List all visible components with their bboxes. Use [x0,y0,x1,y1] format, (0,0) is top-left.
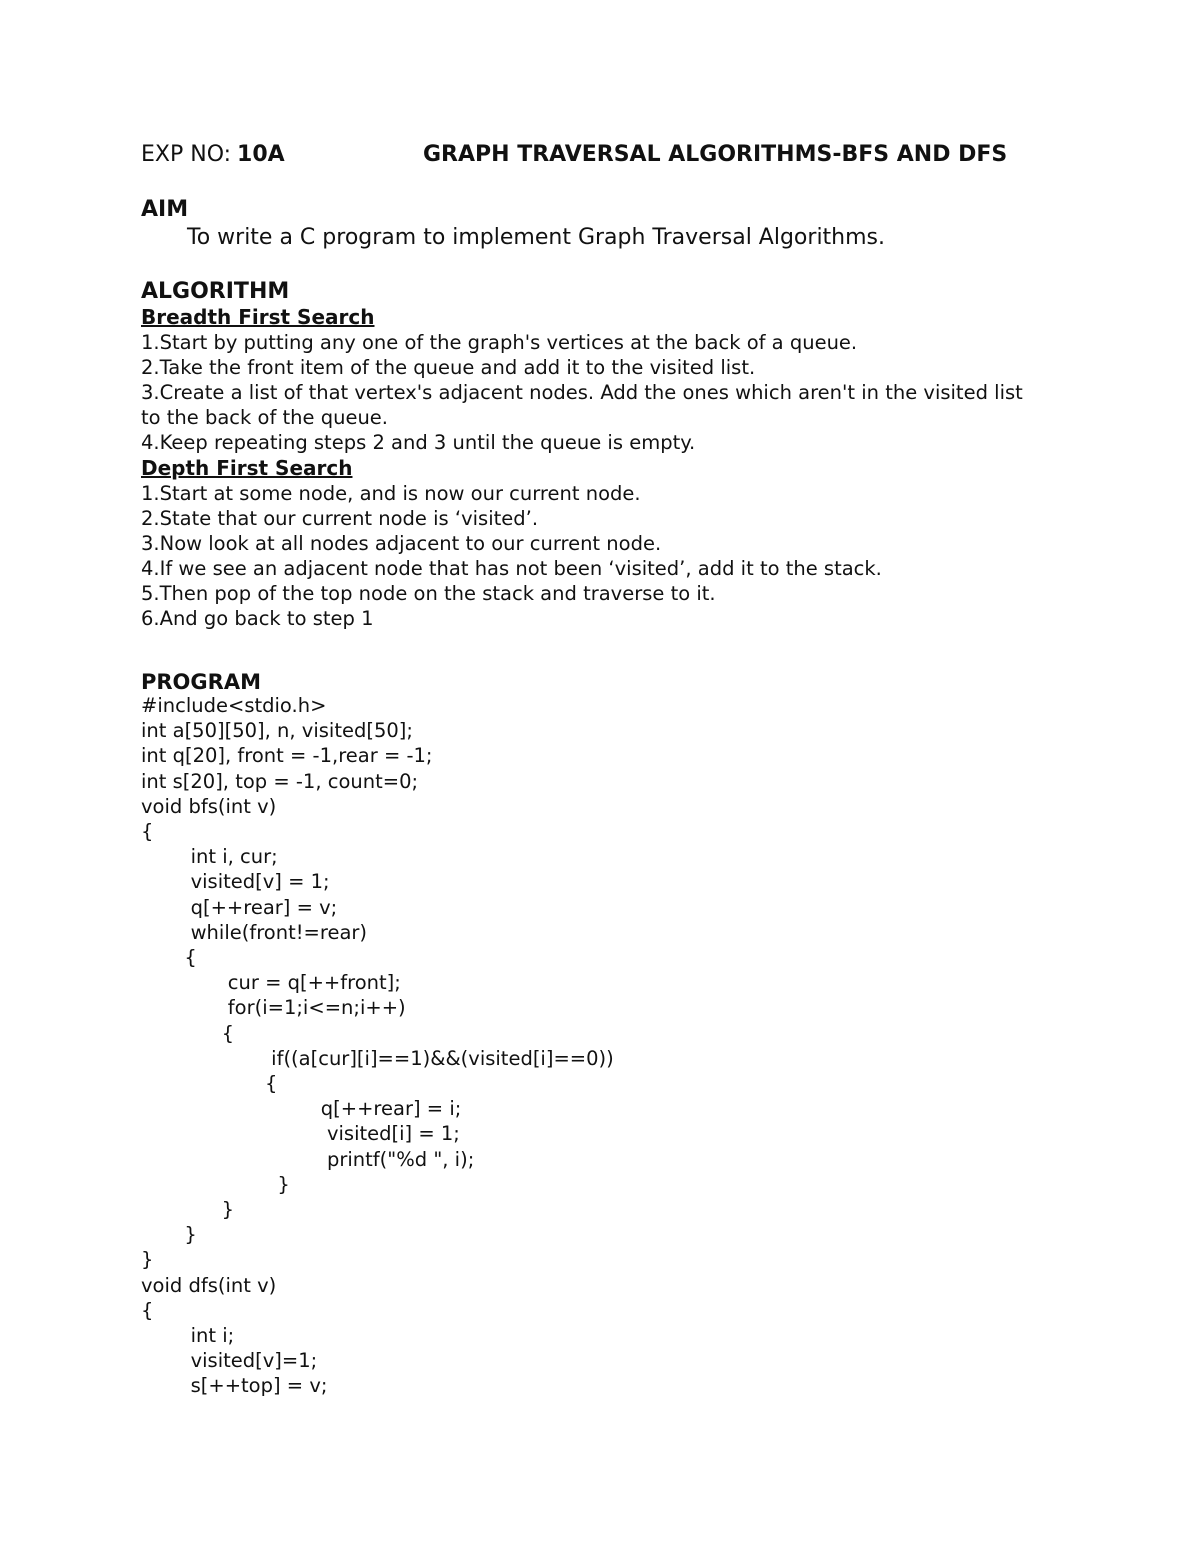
exp-number-label: EXP NO: [141,142,232,167]
dfs-step: 4.If we see an adjacent node that has not been ‘visited’, add it to the stack. [141,557,882,580]
exp-number-value: 10A [237,142,285,167]
code-line: visited[v]=1; [141,1349,318,1373]
code-line: int i; [141,1324,235,1348]
code-line: { [141,1021,234,1045]
dfs-step: 6.And go back to step 1 [141,607,374,630]
code-line: q[++rear] = i; [141,1097,462,1121]
code-line: { [141,1298,154,1322]
dfs-step: 3.Now look at all nodes adjacent to our current node. [141,532,662,555]
code-line: s[++top] = v; [141,1374,328,1398]
dfs-step: 5.Then pop of the top node on the stack and traverse to it. [141,582,716,605]
code-line: { [141,1072,278,1096]
bfs-steps-list [141,330,1041,455]
document-title: GRAPH TRAVERSAL ALGORITHMS-BFS AND DFS [423,142,1008,167]
dfs-step: 2.State that our current node is ‘visited’. [141,507,539,530]
bfs-subheading: Breadth First Search [141,305,375,329]
code-line: visited[v] = 1; [141,870,330,894]
code-line: } [141,1198,234,1222]
code-line: if((a[cur][i]==1)&&(visited[i]==0)) [141,1046,614,1070]
code-line: } [141,1172,290,1196]
code-line: q[++rear] = v; [141,895,338,919]
bfs-step: 1.Start by putting any one of the graph's vertices at the back of a queue. [141,331,858,354]
code-line: int s[20], top = -1, count=0; [141,769,419,793]
aim-text: To write a C program to implement Graph Traversal Algorithms. [187,225,886,250]
code-line: void bfs(int v) [141,794,277,818]
bfs-step: 4.Keep repeating steps 2 and 3 until the queue is empty. [141,431,696,454]
code-line: printf("%d ", i); [141,1147,475,1171]
code-line: visited[i] = 1; [141,1122,460,1146]
code-line: { [141,820,154,844]
code-line: #include<stdio.h> [141,694,327,717]
code-line: void dfs(int v) [141,1273,277,1297]
dfs-step: 1.Start at some node, and is now our current node. [141,482,641,505]
aim-heading: AIM [141,197,189,222]
dfs-subheading: Depth First Search [141,456,353,480]
code-line: for(i=1;i<=n;i++) [141,996,406,1020]
bfs-step: 2.Take the front item of the queue and add it to the visited list. [141,356,756,379]
code-line: { [141,946,197,970]
code-line: cur = q[++front]; [141,971,401,995]
algorithm-heading: ALGORITHM [141,279,290,304]
code-line: int q[20], front = -1,rear = -1; [141,744,433,768]
dfs-steps-list [141,481,1041,631]
code-line: int a[50][50], n, visited[50]; [141,719,413,743]
code-line: } [141,1248,154,1272]
bfs-step: 3.Create a list of that vertex's adjacent nodes. Add the ones which aren't in the visited list to the back of the queue. [141,381,1023,429]
program-heading: PROGRAM [141,670,261,694]
code-line: int i, cur; [141,845,278,869]
code-line: while(front!=rear) [141,920,368,944]
program-code [141,693,614,1399]
code-line: } [141,1223,197,1247]
document-header [141,140,1101,170]
